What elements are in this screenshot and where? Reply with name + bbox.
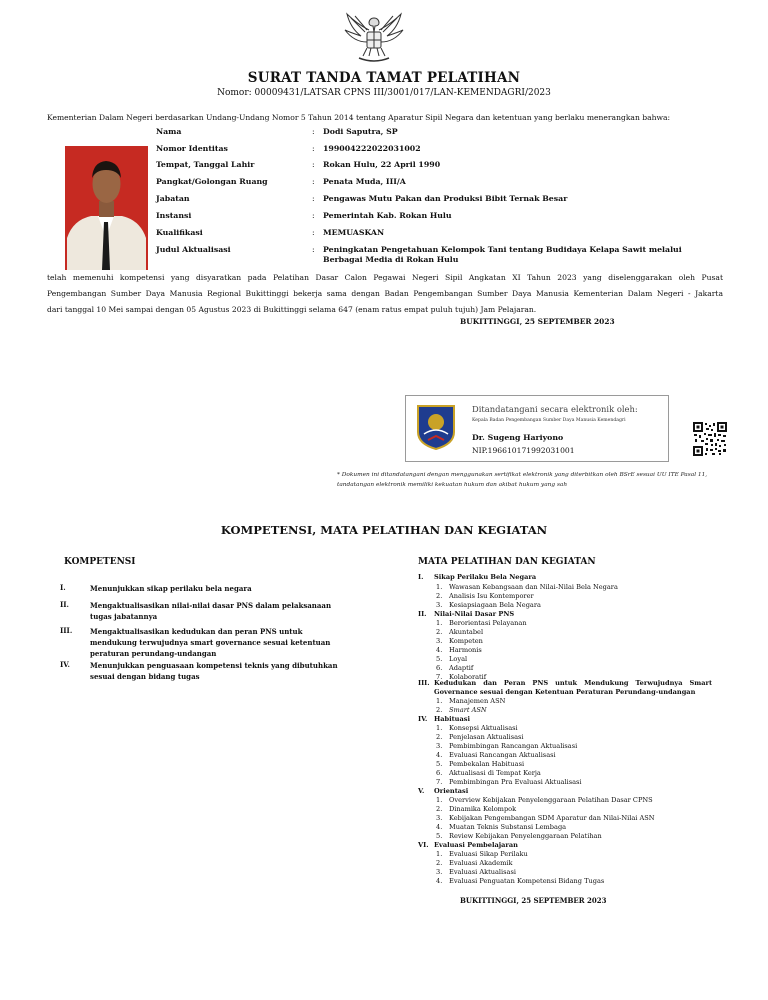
section-number: I. <box>418 573 424 581</box>
mata-item: 1. Berorientasi Pelayanan <box>436 619 527 627</box>
mata-section: IV. Habituasi <box>418 715 470 723</box>
statement-line: Pengembangan Sumber Daya Manusia Regional Bukittinggi bekerja sama dengan Badan Pengembangan Sumber Daya Manusia Kementerian Dalam Negeri - Jakarta <box>47 289 723 298</box>
field-label: Nomor Identitas <box>156 144 228 153</box>
mata-item: 5. Pembekalan Habituasi <box>436 760 525 768</box>
field-separator: : <box>312 160 315 169</box>
field-separator: : <box>312 228 315 237</box>
document-number: Nomor: 00009431/LATSAR CPNS III/3001/017/LAN-KEMENDAGRI/2023 <box>217 88 551 98</box>
garuda-emblem-icon <box>343 10 405 66</box>
mata-item: 2. Analisis Isu Kontemporer <box>436 592 534 600</box>
participant-photo <box>65 146 148 270</box>
mata-item: 1. Wawasan Kebangsaan dan Nilai-Nilai Bela Negara <box>436 583 618 591</box>
mata-item: 5. Loyal <box>436 655 468 663</box>
mata-item: 2. Penjelasan Aktualisasi <box>436 733 524 741</box>
qr-code-icon <box>693 422 727 456</box>
mata-item: 1. Evaluasi Sikap Perilaku <box>436 850 528 858</box>
mata-item: 6. Adaptif <box>436 664 474 672</box>
mata-item: 2. Dinamika Kelompok <box>436 805 517 813</box>
mata-item: 3. Evaluasi Aktualisasi <box>436 868 516 876</box>
kompetensi-text: Menunjukkan penguasaan kompetensi teknis yang dibutuhkan sesuai dengan bidang tugas <box>90 661 338 681</box>
field-value: Dodi Saputra, SP <box>323 127 398 136</box>
certificate-statement <box>47 270 723 318</box>
section-title: KOMPETENSI, MATA PELATIHAN DAN KEGIATAN <box>220 523 548 537</box>
kompetensi-heading: KOMPETENSI <box>64 557 136 567</box>
kompetensi-number: I. <box>60 583 66 592</box>
mata-item: 3. Kompeten <box>436 637 483 645</box>
field-label: Kualifikasi <box>156 228 203 237</box>
mata-item: 2. Akuntabel <box>436 628 484 636</box>
field-separator: : <box>312 245 315 254</box>
place-date: BUKITTINGGI, 25 SEPTEMBER 2023 <box>460 896 607 905</box>
mata-item: 4. Harmonis <box>436 646 482 654</box>
signer-role: Kepala Badan Pengembangan Sumber Daya Manusia Kemendagri <box>472 418 626 423</box>
field-label: Tempat, Tanggal Lahir <box>156 160 255 169</box>
mata-item: 2. Smart ASN <box>436 706 487 714</box>
mata-item: 5. Review Kebijakan Penyelenggaraan Pelatihan <box>436 832 602 840</box>
signer-nip: NIP.196610171992031001 <box>472 446 575 455</box>
field-value: MEMUASKAN <box>323 228 385 237</box>
field-label: Jabatan <box>156 194 190 203</box>
mata-pelatihan-heading: MATA PELATIHAN DAN KEGIATAN <box>418 557 596 567</box>
field-value: Rokan Hulu, 22 April 1990 <box>323 160 441 169</box>
field-label: Nama <box>156 127 182 136</box>
intro-text: Kementerian Dalam Negeri berdasarkan Undang-Undang Nomor 5 Tahun 2014 tentang Aparatur Sipil Negara dan ketentuan yang berlaku menerangkan bahwa: <box>47 113 671 122</box>
kemendagri-logo-icon <box>416 404 456 450</box>
e-signature-note: * Dokumen ini ditandatangani dengan menggunakan sertifikat elektronik yang diterbitkan oleh BSrE sesuai UU ITE Pasal 11, tandatangan elektronik memiliki kekuatan hukum dan akibat hukum yang sah <box>337 472 708 488</box>
field-value: Pemerintah Kab. Rokan Hulu <box>323 211 452 220</box>
mata-item: 3. Pembimbingan Rancangan Aktualisasi <box>436 742 578 750</box>
mata-section: V. Orientasi <box>418 787 469 795</box>
field-value: Penata Muda, III/A <box>323 177 406 186</box>
field-separator: : <box>312 127 315 136</box>
field-separator: : <box>312 211 315 220</box>
field-value: Peningkatan Pengetahuan Kelompok Tani tentang Budidaya Kelapa Sawit melalui Berbagai Media di Rokan Hulu <box>323 245 682 264</box>
mata-section: VI. Evaluasi Pembelajaran <box>418 841 518 849</box>
mata-item: 1. Manajemen ASN <box>436 697 506 705</box>
field-label: Pangkat/Golongan Ruang <box>156 177 268 186</box>
mata-section: III. Kedudukan dan Peran PNS untuk Mendukung Terwujudnya Smart Governance sesuai dengan Ketentuan Peraturan Perundang-undangan <box>418 679 712 696</box>
field-separator: : <box>312 194 315 203</box>
kompetensi-text: Menunjukkan sikap perilaku bela negara <box>90 584 252 593</box>
section-title: Sikap Perilaku Bela Negara <box>434 573 537 581</box>
mata-item: 4. Muatan Teknis Substansi Lembaga <box>436 823 567 831</box>
field-label: Instansi <box>156 211 192 220</box>
field-value: 199004222022031002 <box>323 144 421 153</box>
mata-item: 1. Overview Kebijakan Penyelenggaraan Pelatihan Dasar CPNS <box>436 796 653 804</box>
electronic-signature-box <box>405 395 669 462</box>
field-value: Pengawas Mutu Pakan dan Produksi Bibit Ternak Besar <box>323 194 568 203</box>
place-date: BUKITTINGGI, 25 SEPTEMBER 2023 <box>460 317 615 326</box>
statement-line: telah memenuhi kompetensi yang disyaratkan pada Pelatihan Dasar Calon Pegawai Negeri Sipil Angkatan XI Tahun 2023 yang diselenggarakan oleh Pusat <box>47 273 723 282</box>
mata-item: 7. Pembimbingan Pra Evaluasi Aktualisasi <box>436 778 582 786</box>
statement-line: dari tanggal 10 Mei sampai dengan 05 Agustus 2023 di Bukittinggi selama 647 (enam ratus empat puluh tujuh) Jam Pelajaran. <box>47 305 537 314</box>
mata-item: 4. Evaluasi Penguatan Kompetensi Bidang Tugas <box>436 877 605 885</box>
mata-item: 3. Kebijakan Pengembangan SDM Aparatur dan Nilai-Nilai ASN <box>436 814 655 822</box>
field-separator: : <box>312 177 315 186</box>
kompetensi-number: III. <box>60 626 73 635</box>
mata-item: 1. Konsepsi Aktualisasi <box>436 724 518 732</box>
kompetensi-text: Mengaktualisasikan nilai-nilai dasar PNS dalam pelaksanaan tugas jabatannya <box>90 601 332 621</box>
signer-name: Dr. Sugeng Hariyono <box>472 433 564 442</box>
kompetensi-number: IV. <box>60 660 70 669</box>
mata-item: 6. Aktualisasi di Tempat Kerja <box>436 769 541 777</box>
mata-item: 4. Evaluasi Rancangan Aktualisasi <box>436 751 556 759</box>
mata-section <box>418 573 718 582</box>
kompetensi-number: II. <box>60 600 69 609</box>
kompetensi-text: Mengaktualisasikan kedudukan dan peran PNS untuk mendukung terwujudnya smart governance sesuai ketentuan peraturan perundang-undangan <box>90 627 331 658</box>
field-label: Judul Aktualisasi <box>156 245 231 254</box>
document-title: SURAT TANDA TAMAT PELATIHAN <box>247 70 521 86</box>
signature-heading: Ditandatangani secara elektronik oleh: <box>472 404 638 414</box>
mata-item: 2. Evaluasi Akademik <box>436 859 513 867</box>
mata-item: 7. Kolaboratif <box>436 673 487 681</box>
mata-section: II. Nilai-Nilai Dasar PNS <box>418 610 515 618</box>
field-separator: : <box>312 144 315 153</box>
mata-item: 3. Kesiapsiagaan Bela Negara <box>436 601 541 609</box>
